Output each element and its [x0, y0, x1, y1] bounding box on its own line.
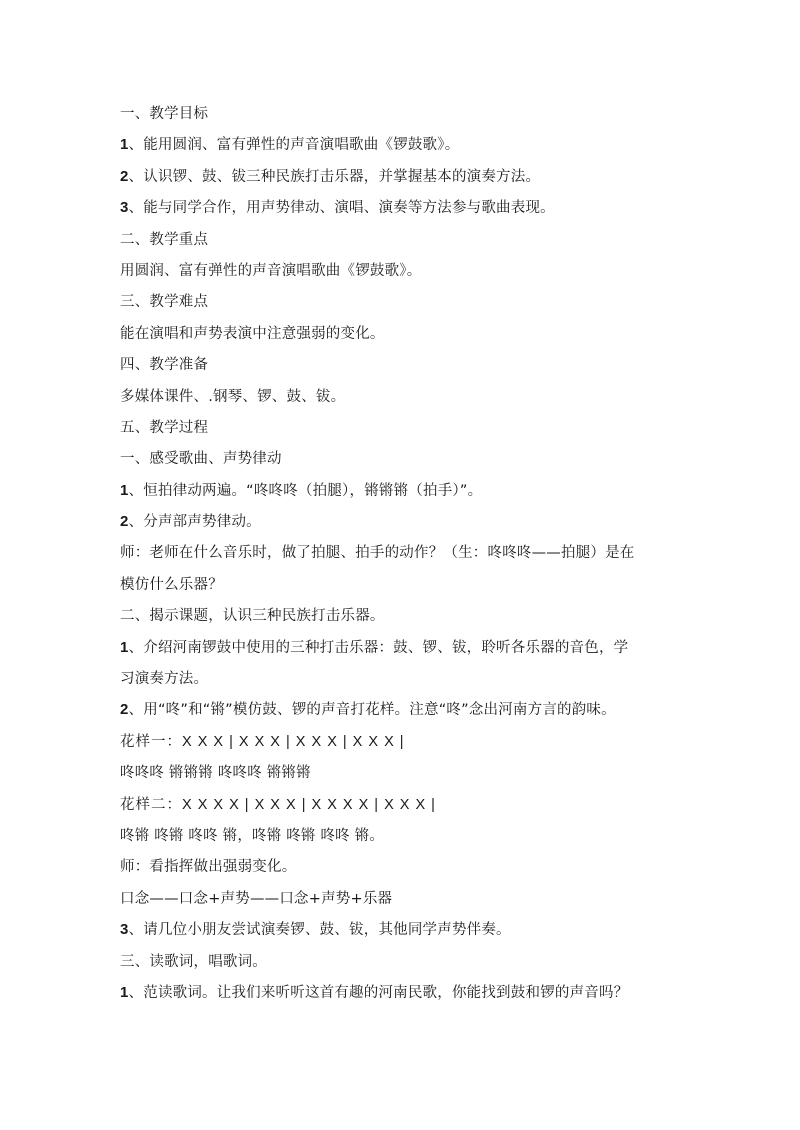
line-number: 2: [120, 167, 129, 185]
line-text: 、恒拍律动两遍。“咚咚咚（拍腿），锵锵锵（拍手）”。: [128, 482, 483, 499]
line-text: 用圆润、富有弹性的声音演唱歌曲《锣鼓歌》。: [120, 262, 422, 279]
document-body: [120, 98, 690, 1008]
line-text: 、认识锣、鼓、钹三种民族打击乐器，并掌握基本的演奏方法。: [128, 168, 541, 185]
line-text: 二、教学重点: [120, 231, 209, 248]
line-text: 、分声部声势律动。: [128, 514, 261, 531]
heading-difficulties: [120, 286, 690, 317]
line-text: 、介绍河南锣鼓中使用的三种打击乐器：鼓、锣、钹，聆听各乐器的音色，学: [128, 639, 629, 656]
line-text: 四、教学准备: [120, 357, 209, 374]
subheading: [120, 600, 690, 631]
paragraph: [120, 381, 690, 412]
line-number: 2: [120, 701, 129, 719]
line-text: 、能用圆润、富有弹性的声音演唱歌曲《锣鼓歌》。: [128, 137, 460, 154]
step-item: [120, 977, 690, 1008]
paragraph: [120, 537, 690, 568]
line-text: 、能与同学合作，用声势律动、演唱、演奏等方法参与歌曲表现。: [128, 200, 555, 217]
goal-item: [120, 192, 690, 223]
rhythm-syllables-one: [120, 757, 690, 788]
line-text: 、范读歌词。让我们来听听这首有趣的河南民歌，你能找到鼓和锣的声音吗？: [128, 984, 629, 1001]
line-text: 咚锵 咚锵 咚咚 锵，咚锵 咚锵 咚咚 锵。: [120, 827, 385, 844]
line-number: 2: [120, 513, 129, 531]
line-text: 一、教学目标: [120, 106, 209, 122]
line-text: 花样二：X X X X | X X X | X X X X | X X X |: [120, 796, 436, 813]
line-text: 师：老师在什么音乐时，做了拍腿、拍手的动作？（生：咚咚咚——拍腿）是在: [120, 545, 635, 562]
line-text: 二、揭示课题，认识三种民族打击乐器。: [120, 608, 385, 625]
paragraph: [120, 851, 690, 882]
line-text: 花样一：X X X | X X X | X X X | X X X |: [120, 733, 405, 750]
line-text: 模仿什么乐器？: [120, 576, 223, 593]
line-text: 三、教学难点: [120, 294, 209, 311]
subheading: [120, 443, 690, 474]
line-text: 师：看指挥做出强弱变化。: [120, 859, 297, 876]
step-item: [120, 694, 690, 725]
paragraph: [120, 318, 690, 349]
line-number: 3: [120, 199, 129, 217]
line-text: 一、感受歌曲、声势律动: [120, 451, 282, 468]
rhythm-syllables-two: [120, 820, 690, 851]
heading-teaching-goals: [120, 98, 690, 129]
line-text: 咚咚咚 锵锵锵 咚咚咚 锵锵锵: [120, 765, 311, 782]
line-text: 五、教学过程: [120, 419, 209, 436]
goal-item: [120, 129, 690, 160]
line-text: 、请几位小朋友尝试演奏锣、鼓、钹，其他同学声势伴奏。: [128, 922, 511, 939]
line-text: 口念——口念+声势——口念+声势+乐器: [120, 890, 393, 907]
line-number: 3: [120, 921, 129, 939]
paragraph: [120, 663, 690, 694]
rhythm-pattern-one: [120, 726, 690, 757]
step-item: [120, 506, 690, 537]
line-number: 1: [120, 983, 129, 1001]
line-number: 1: [120, 638, 129, 656]
subheading: [120, 946, 690, 977]
line-text: 能在演唱和声势表演中注意强弱的变化。: [120, 325, 385, 342]
line-text: 多媒体课件、.钢琴、锣、鼓、钹。: [120, 388, 346, 405]
step-item: [120, 914, 690, 945]
rhythm-pattern-two: [120, 789, 690, 820]
paragraph: [120, 883, 690, 914]
step-item: [120, 475, 690, 506]
heading-process: [120, 412, 690, 443]
line-text: 、用“咚”和“锵”模仿鼓、锣的声音打花样。注意“咚”念出河南方言的韵味。: [128, 702, 616, 719]
heading-preparation: [120, 349, 690, 380]
line-text: 三、读歌词，唱歌词。: [120, 953, 267, 970]
paragraph: [120, 255, 690, 286]
goal-item: [120, 161, 690, 192]
line-text: 习演奏方法。: [120, 671, 209, 688]
line-number: 1: [120, 481, 129, 499]
step-item: [120, 632, 690, 663]
line-number: 1: [120, 136, 129, 154]
paragraph: [120, 569, 690, 600]
heading-key-points: [120, 224, 690, 255]
